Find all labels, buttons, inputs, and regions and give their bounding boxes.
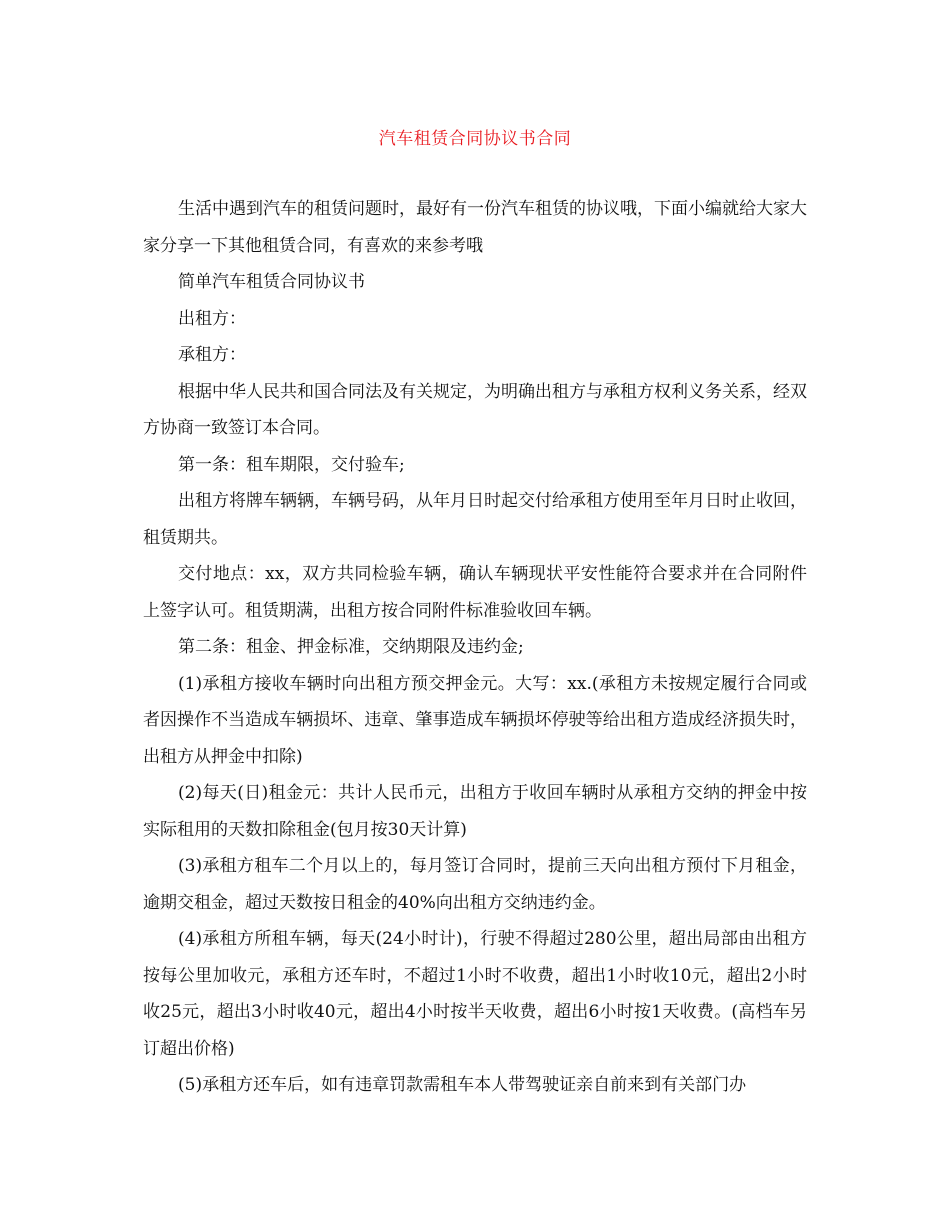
paragraph: 出租方： bbox=[178, 308, 246, 329]
paragraph: 出租方将牌车辆辆，车辆号码，从年月日时起交付给承租方使用至年月日时止收回，租赁期共。 bbox=[143, 491, 807, 548]
paragraph: 简单汽车租赁合同协议书 bbox=[178, 272, 365, 292]
paragraph: 根据中华人民共和国合同法及有关规定，为明确出租方与承租方权利义务关系，经双方协商一致签订本合同。 bbox=[143, 381, 807, 438]
paragraph: 第二条：租金、押金标准，交纳期限及违约金; bbox=[178, 637, 524, 657]
paragraph: (1)承租方接收车辆时向出租方预交押金元。大写：xx.(承租方未按规定履行合同或者因操作不当造成车辆损坏、违章、肇事造成车辆损坏停驶等给出租方造成经济损失时，出租方从押金中扣除) bbox=[143, 673, 807, 767]
paragraph: 生活中遇到汽车的租赁问题时，最好有一份汽车租赁的协议哦，下面小编就给大家大家分享一下其他租赁合同，有喜欢的来参考哦 bbox=[143, 199, 807, 256]
paragraph: (4)承租方所租车辆，每天(24小时计)，行驶不得超过280公里，超出局部由出租方按每公里加收元，承租方还车时，不超过1小时不收费，超出1小时收10元，超出2小时收25元，超出3小时收40元，超出4小时按半天收费，超出6小时按1天收费。(高档车另订超出价格) bbox=[143, 929, 807, 1059]
document-body bbox=[143, 191, 807, 1104]
paragraph: 承租方： bbox=[178, 345, 246, 365]
paragraph: (2)每天(日)租金元：共计人民币元，出租方于收回车辆时从承租方交纳的押金中按实际租用的天数扣除租金(包月按30天计算) bbox=[143, 783, 807, 840]
paragraph: 第一条：租车期限，交付验车; bbox=[178, 454, 405, 475]
paragraph: (3)承租方租车二个月以上的，每月签订合同时，提前三天向出租方预付下月租金，逾期交租金，超过天数按日租金的40%向出租方交纳违约金。 bbox=[143, 856, 807, 913]
paragraph: 交付地点：xx，双方共同检验车辆，确认车辆现状平安性能符合要求并在合同附件上签字认可。租赁期满，出租方按合同附件标准验收回车辆。 bbox=[143, 564, 807, 621]
document-title: 汽车租赁合同协议书合同 bbox=[378, 129, 572, 149]
paragraph: (5)承租方还车后，如有违章罚款需租车本人带驾驶证亲自前来到有关部门办 bbox=[178, 1075, 747, 1095]
